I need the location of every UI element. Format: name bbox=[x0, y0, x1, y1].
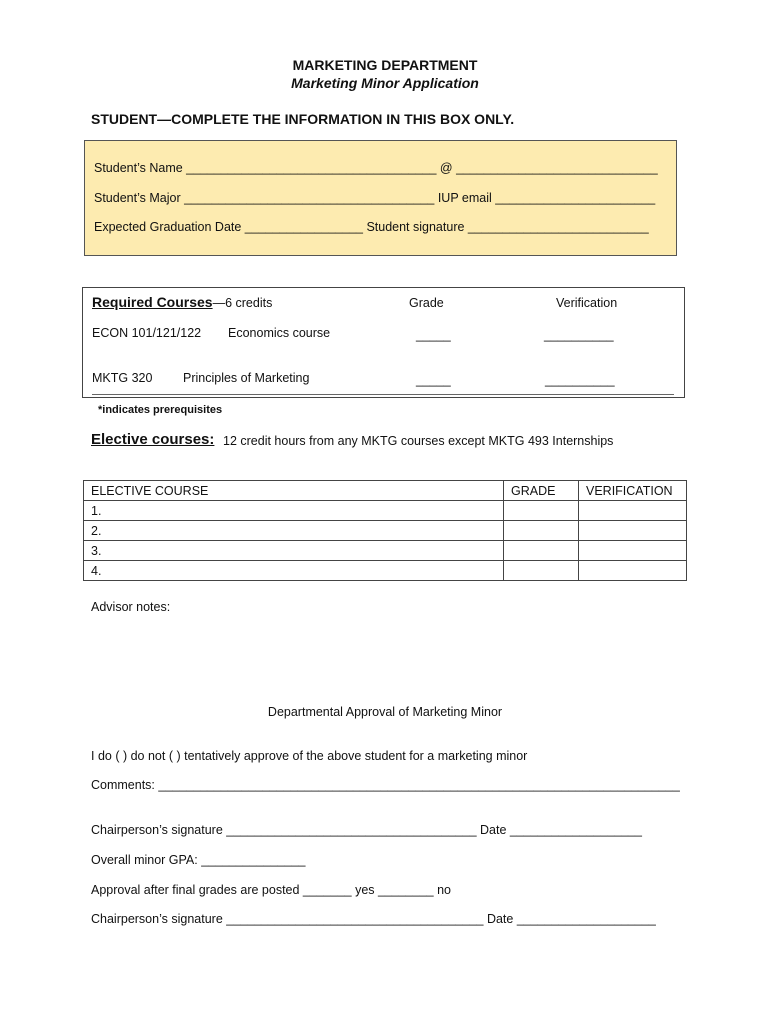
student-major-field[interactable]: Student’s Major ____________________________________ IUP email _______________________ bbox=[94, 191, 656, 205]
student-info-box bbox=[84, 140, 677, 256]
chairperson-signature-field-2[interactable]: Chairperson’s signature _____________________________________ Date ____________________ bbox=[91, 912, 656, 926]
required-courses-heading bbox=[92, 294, 272, 310]
column-header-verification: VERIFICATION bbox=[579, 481, 687, 501]
comments-field[interactable]: Comments: ___________________________________________________________________________ bbox=[91, 778, 680, 792]
elective-course-cell[interactable]: 2. bbox=[84, 521, 504, 541]
elective-courses-description: 12 credit hours from any MKTG courses except MKTG 493 Internships bbox=[223, 434, 614, 448]
grade-cell[interactable] bbox=[504, 501, 579, 521]
form-title: Marketing Minor Application bbox=[291, 75, 479, 91]
elective-course-cell[interactable]: 3. bbox=[84, 541, 504, 561]
minor-gpa-field[interactable]: Overall minor GPA: _______________ bbox=[91, 853, 306, 867]
elective-courses-title: Elective courses: bbox=[91, 431, 215, 448]
advisor-notes-label: Advisor notes: bbox=[91, 600, 171, 614]
course-name: Economics course bbox=[228, 326, 331, 340]
elective-courses-table bbox=[83, 480, 687, 581]
elective-course-cell[interactable]: 4. bbox=[84, 561, 504, 581]
verification-cell[interactable] bbox=[579, 501, 687, 521]
grade-cell[interactable] bbox=[504, 541, 579, 561]
verification-header: Verification bbox=[556, 296, 618, 310]
table-row bbox=[84, 501, 687, 521]
course-code: MKTG 320 bbox=[92, 371, 153, 385]
course-verification-field[interactable]: __________ bbox=[544, 328, 614, 342]
student-name-field[interactable]: Student’s Name ____________________________________ @ _____________________________ bbox=[94, 161, 658, 175]
prerequisite-note: *indicates prerequisites bbox=[98, 404, 223, 416]
course-name: Principles of Marketing bbox=[183, 371, 310, 385]
graduation-signature-field[interactable]: Expected Graduation Date _________________ Student signature __________________________ bbox=[94, 220, 649, 234]
approve-checkbox-line[interactable]: I do ( ) do not ( ) tentatively approve of the above student for a marketing minor bbox=[91, 749, 528, 763]
chairperson-signature-field[interactable]: Chairperson’s signature ____________________________________ Date ___________________ bbox=[91, 823, 642, 837]
course-grade-field[interactable]: _____ bbox=[416, 328, 451, 342]
course-code: ECON 101/121/122 bbox=[92, 326, 202, 340]
course-verification-field[interactable]: __________ bbox=[545, 373, 615, 387]
final-grades-approval-field[interactable]: Approval after final grades are posted _______ yes ________ no bbox=[91, 883, 451, 897]
verification-cell[interactable] bbox=[579, 541, 687, 561]
approval-title: Departmental Approval of Marketing Minor bbox=[267, 705, 503, 719]
student-instruction: STUDENT—COMPLETE THE INFORMATION IN THIS BOX ONLY. bbox=[91, 111, 515, 127]
column-header-grade: GRADE bbox=[504, 481, 579, 501]
divider bbox=[92, 394, 674, 395]
grade-cell[interactable] bbox=[504, 521, 579, 541]
required-courses-title: Required Courses bbox=[92, 294, 213, 310]
grade-header: Grade bbox=[409, 296, 444, 310]
required-courses-box bbox=[82, 287, 685, 398]
required-courses-credits: —6 credits bbox=[212, 296, 273, 310]
course-grade-field[interactable]: _____ bbox=[416, 373, 451, 387]
table-header-row bbox=[84, 481, 687, 501]
column-header-elective-course: ELECTIVE COURSE bbox=[84, 481, 504, 501]
verification-cell[interactable] bbox=[579, 561, 687, 581]
verification-cell[interactable] bbox=[579, 521, 687, 541]
department-title: MARKETING DEPARTMENT bbox=[292, 57, 478, 73]
grade-cell[interactable] bbox=[504, 561, 579, 581]
table-row bbox=[84, 561, 687, 581]
table-row bbox=[84, 521, 687, 541]
elective-course-cell[interactable]: 1. bbox=[84, 501, 504, 521]
table-row bbox=[84, 541, 687, 561]
